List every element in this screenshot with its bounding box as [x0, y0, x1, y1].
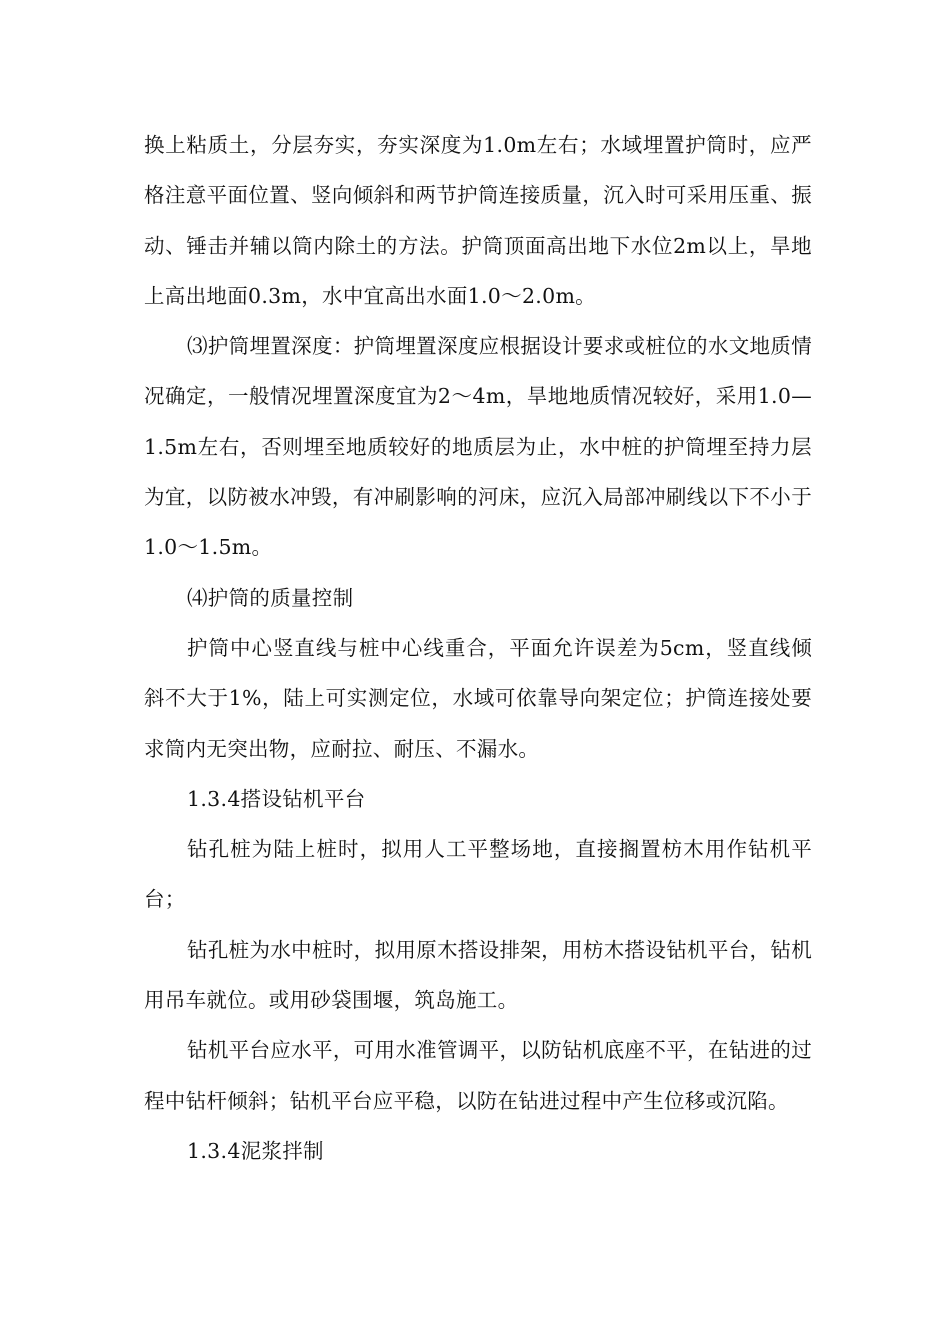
paragraph-land-pile-platform: 钻孔桩为陆上桩时，拟用人工平整场地，直接搁置枋木用作钻机平台； — [144, 837, 812, 912]
paragraph-casing-tolerance: 护筒中心竖直线与桩中心线重合，平面允许误差为5cm，竖直线倾斜不大于1%，陆上可实测定位，水域可依靠导向架定位；护筒连接处要求筒内无突出物，应耐拉、耐压、不漏水。 — [144, 635, 812, 761]
heading-mud-mixing: 1.3.4泥浆拌制 — [187, 1138, 324, 1163]
heading-casing-quality-control: ⑷护筒的质量控制 — [187, 585, 354, 610]
document-body — [144, 120, 812, 1176]
paragraph-casing-depth: ⑶护筒埋置深度：护筒埋置深度应根据设计要求或桩位的水文地质情况确定，一般情况埋置深度宜为2～4m，旱地地质情况较好，采用1.0—1.5m左右，否则埋至地质较好的地质层为止，水中桩的护筒埋至持力层为宜，以防被水冲毁，有冲刷影响的河床，应沉入局部冲刷线以下不小于1.0～1.5m。 — [144, 334, 812, 560]
paragraph-pile-casing-burying: 换上粘质土，分层夯实，夯实深度为1.0m左右；水域埋置护筒时，应严格注意平面位置、竖向倾斜和两节护筒连接质量，沉入时可采用压重、振动、锤击并辅以筒内除土的方法。护筒顶面高出地下水位2m以上，旱地上高出地面0.3m，水中宜高出水面1.0～2.0m。 — [144, 133, 812, 308]
paragraph-water-pile-platform: 钻孔桩为水中桩时，拟用原木搭设排架，用枋木搭设钻机平台，钻机用吊车就位。或用砂袋围堰，筑岛施工。 — [144, 937, 812, 1013]
paragraph-platform-level: 钻机平台应水平，可用水准管调平，以防钻机底座不平，在钻进的过程中钻杆倾斜；钻机平台应平稳，以防在钻进过程中产生位移或沉陷。 — [144, 1038, 812, 1113]
heading-drill-platform: 1.3.4搭设钻机平台 — [187, 786, 366, 811]
